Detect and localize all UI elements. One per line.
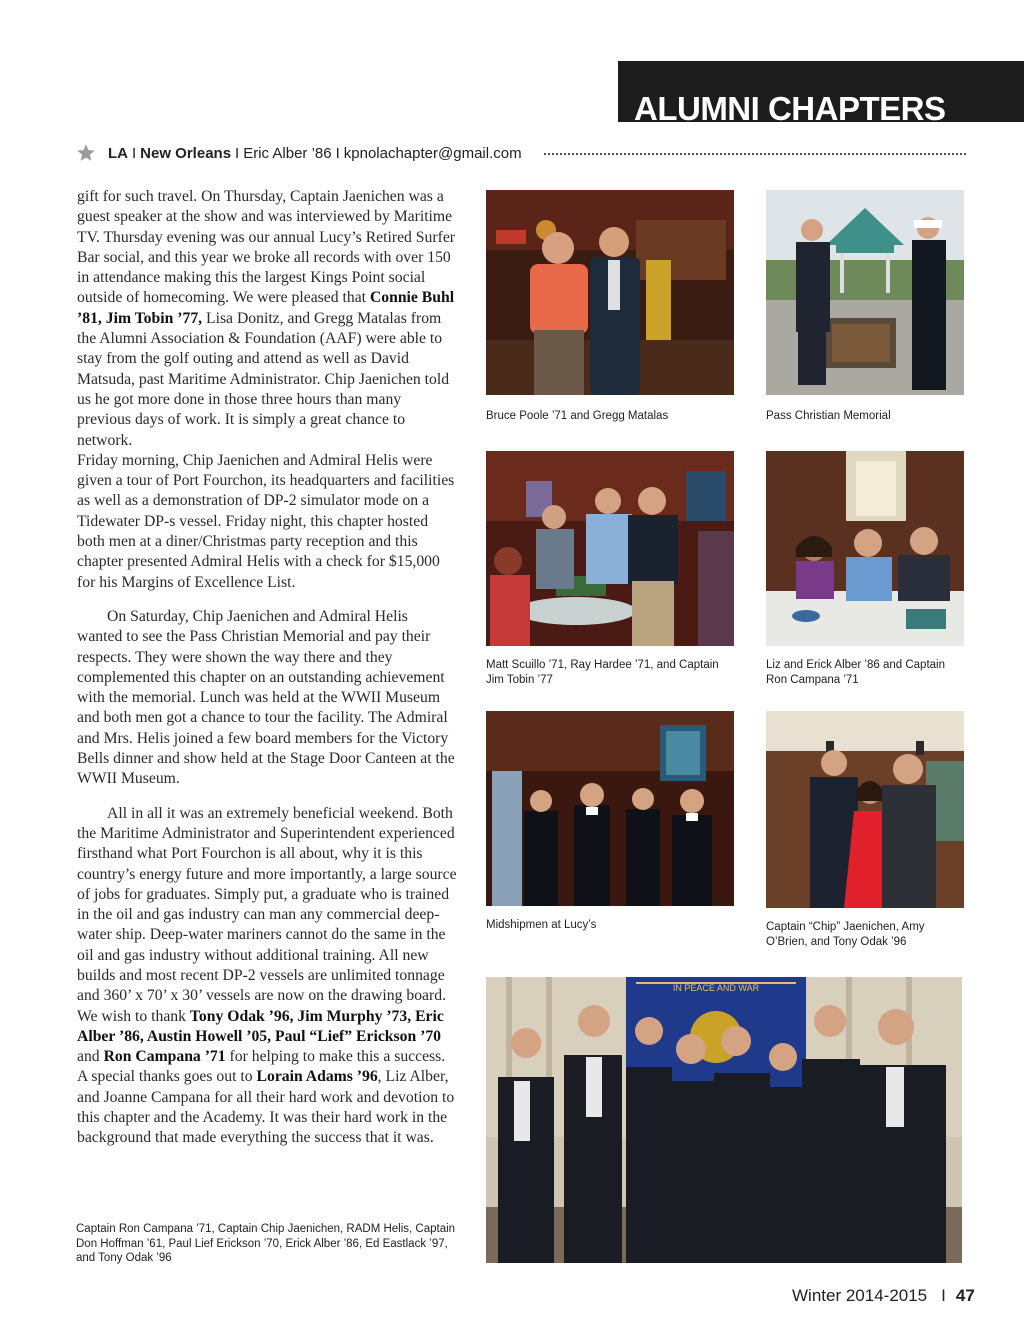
footer-separator: I (941, 1286, 946, 1305)
section-title: ALUMNI CHAPTERS (634, 90, 946, 122)
text-run: A special thanks goes out to (77, 1068, 257, 1086)
dotted-rule (544, 153, 966, 155)
name-highlight: Ron Campana ’71 (103, 1048, 226, 1066)
photo-caption: Captain “Chip” Jaenichen, Amy O’Brien, and Tony Odak ’96 (766, 921, 925, 948)
separator: I (235, 144, 240, 162)
photo-caption: Bruce Poole ’71 and Gregg Matalas (486, 410, 669, 422)
article-paragraph-2: On Saturday, Chip Jaenichen and Admiral Helis wanted to see the Pass Christian Memorial and pay their respects. They were shown the way there and they complemented this chapter on an outstanding achievement with the memorial. Lunch was held at the WWII Museum and both men got a chance to tour the facility. The Admiral and Mrs. Helis joined a few board members for the Victory Bells dinner and show held at the Stage Door Canteen at the WWII Museum. (77, 607, 455, 788)
chapter-email[interactable]: kpnolachapter@gmail.com (343, 144, 522, 162)
name-highlight: Lorain Adams ’96 (256, 1068, 378, 1086)
name-highlight: Connie Buhl ’81, Jim Tobin ’77, (77, 289, 455, 327)
star-icon (76, 143, 96, 163)
photo-pass-christian-memorial (766, 190, 964, 395)
photo-group-with-banner (486, 977, 962, 1263)
text-run: Lisa Donitz, and Gregg Matalas from the Alumni Association & Foundation (AAF) were able to stay from the golf outing and attend as well as David Matsuda, past Maritime Administrator. Chip Jaenichen told us he got more done in those three hours than many previous days of work. It is simply a great chance to network. (77, 309, 450, 449)
text-run: and (77, 1048, 104, 1066)
chapter-city: New Orleans (140, 144, 232, 162)
separator: I (132, 144, 137, 162)
chapter-info-line (76, 142, 966, 164)
article-paragraph-3 (77, 804, 457, 1149)
banner-inscription: IN PEACE AND WAR (672, 983, 760, 993)
photo-caption: Pass Christian Memorial (766, 410, 891, 422)
page-footer (792, 1286, 1002, 1310)
chapter-contact: Eric Alber ’86 (243, 144, 332, 162)
photo-liz-erick-alber-group (766, 451, 964, 646)
text-run: gift for such travel. On Thursday, Captain Jaenichen was a guest speaker at the show and was interviewed by Maritime TV. Thursday evening was our annual Lucy’s Retired Surfer Bar social, and this year we broke all records with over 150 in attendance making this the largest Kings Point social outside of homecoming. We were pleased that (77, 188, 456, 307)
page-number: 47 (955, 1286, 975, 1305)
photo-caption: Midshipmen at Lucy’s (486, 919, 597, 931)
text-run: for helping to make this a success. (225, 1048, 446, 1066)
separator: I (335, 144, 340, 162)
photo-caption: Liz and Erick Alber ’86 and Captain Ron Campana ’71 (766, 659, 945, 686)
photo-jaenichen-obrien-odak (766, 711, 964, 908)
photo-matt-scuillo-group (486, 451, 734, 646)
text-run: Friday morning, Chip Jaenichen and Admiral Helis were given a tour of Port Fourchon, its headquarters and facilities as well as a demonstration of DP-2 simulator mode on a Tidewater DP-s vessel. Friday night, this chapter hosted both men at a diner/Christmas party reception and this chapter presented Admiral Helis with a check for $15,000 for his Margins of Excellence List. (77, 451, 455, 591)
article-body (77, 187, 457, 1149)
photo-caption: Captain Ron Campana ’71, Captain Chip Jaenichen, RADM Helis, Captain Don Hoffman ’61, Paul Lief Erickson ’70, Erick Alber ’86, Ed Eastlack ’97, and Tony Odak ’96 (76, 1223, 456, 1264)
photo-bruce-poole-gregg-matalas (486, 190, 734, 395)
photo-caption: Matt Scuillo ’71, Ray Hardee ’71, and Captain Jim Tobin ’77 (486, 659, 719, 686)
section-banner (618, 61, 1024, 122)
name-highlight: Tony Odak ’96, Jim Murphy ’73, Eric Alber ’86, Austin Howell ’05, Paul “Lief” Erickson ’70 (77, 1007, 444, 1045)
issue-label: Winter 2014-2015 (792, 1286, 928, 1305)
chapter-region: LA (108, 144, 128, 162)
text-run: , Liz Alber, and Joanne Campana for all their hard work and devotion to this chapter and the Academy. It was their hard work in the background that made everything the success that it was. (77, 1068, 455, 1147)
text-run: All in all it was an extremely beneficial weekend. Both the Maritime Administrator and Superintendent experienced firsthand what Port Fourchon is all about, why it is this country’s energy future and more importantly, a large source of jobs for graduates. Simply put, a graduate who is trained in the oil and gas industry can man any commercial deep-water ship. Deep-water mariners cannot do the same in the oil and gas industry without additional training. All new builds and most recent DP-2 vessels are unlimited tonnage and 360’ x 70’ x 30’ vessels are now on the drawing board. We wish to thank (77, 804, 457, 1025)
photo-midshipmen-at-lucys (486, 711, 734, 906)
article-paragraph-1 (77, 187, 457, 593)
